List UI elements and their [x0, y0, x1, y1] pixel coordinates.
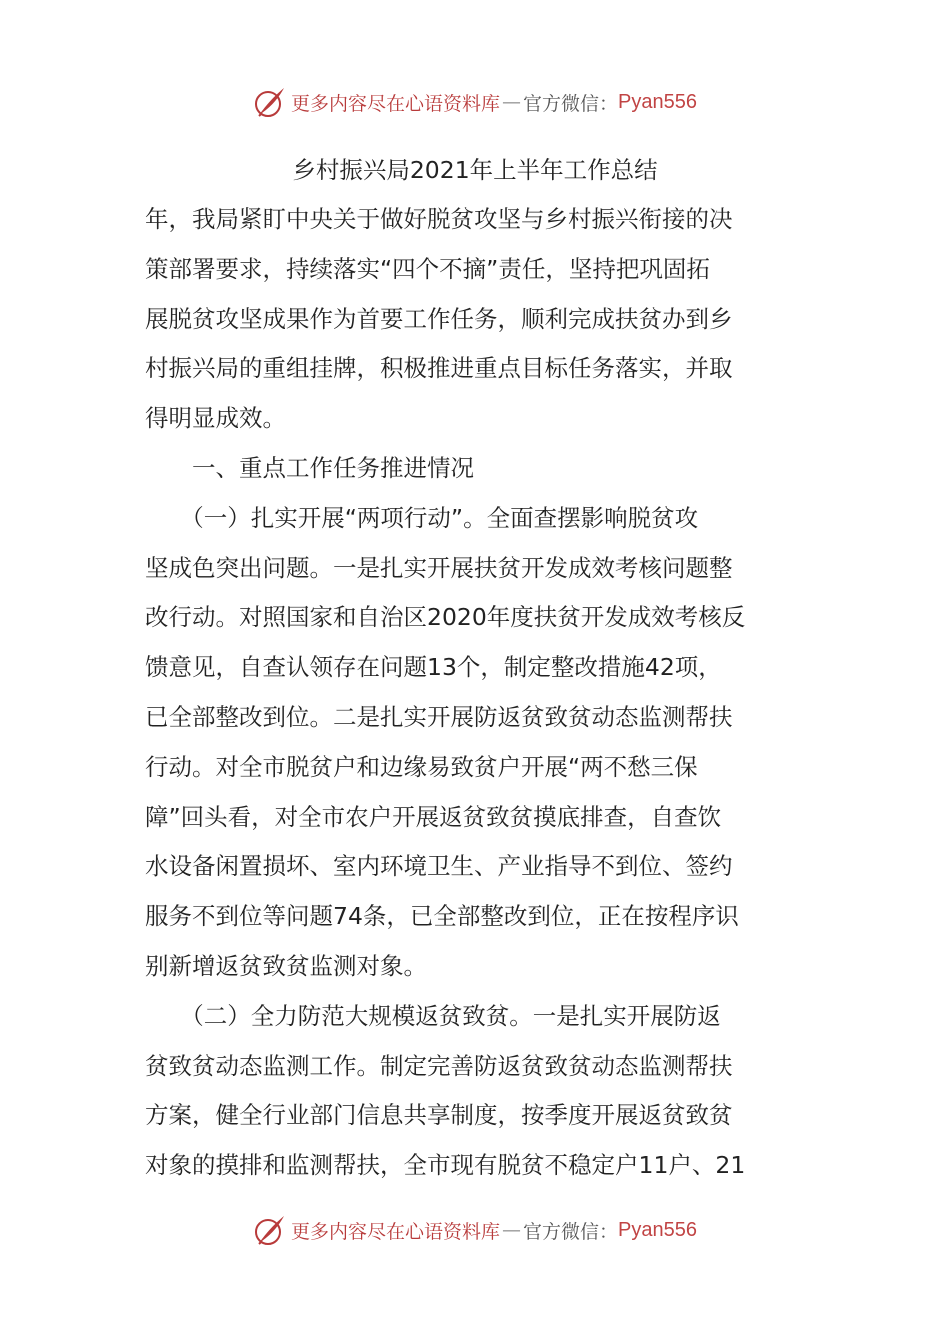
body-line: 坚成色突出问题。一是扎实开展扶贫开发成效考核问题整 — [145, 553, 733, 582]
document-title: 乡村振兴局2021年上半年工作总结 — [292, 156, 658, 184]
body-line: 别新增返贫致贫监测对象。 — [145, 951, 427, 980]
quill-logo-icon — [253, 85, 287, 119]
body-line: 改行动。对照国家和自治区2020年度扶贫开发成效考核反 — [145, 603, 746, 632]
body-line: 年，我局紧盯中央关于做好脱贫攻坚与乡村振兴衔接的决 — [145, 205, 733, 233]
body-line: 展脱贫攻坚成果作为首要工作任务，顺利完成扶贫办到乡 — [145, 304, 733, 333]
body-line: 行动。对全市脱贫户和边缘易致贫户开展“两不愁三保 — [145, 752, 698, 781]
banner-brand: 更多内容尽在心语资料库 — [291, 92, 501, 115]
quill-logo-icon — [253, 1213, 287, 1247]
body-line: 策部署要求，持续落实“四个不摘”责任，坚持把巩固拓 — [145, 254, 710, 283]
section-heading: 一、重点工作任务推进情况 — [145, 453, 474, 482]
body-line: 服务不到位等问题74条，已全部整改到位，正在按程序识 — [145, 902, 739, 931]
document-body — [145, 195, 807, 1191]
banner-dash: — — [502, 1219, 522, 1241]
body-line: 已全部整改到位。二是扎实开展防返贫致贫动态监测帮扶 — [145, 702, 733, 731]
header-banner — [0, 82, 950, 122]
banner-wechat-id: Pyan556 — [618, 90, 697, 113]
body-line: 贫致贫动态监测工作。制定完善防返贫致贫动态监测帮扶 — [145, 1051, 733, 1080]
body-line: 水设备闲置损坏、室内环境卫生、产业指导不到位、签约 — [145, 852, 733, 881]
banner-brand: 更多内容尽在心语资料库 — [291, 1220, 501, 1243]
footer-banner — [0, 1210, 950, 1250]
banner-dash: — — [502, 91, 522, 113]
body-line: 对象的摸排和监测帮扶，全市现有脱贫不稳定户11户、21 — [145, 1151, 746, 1180]
body-line: 方案，健全行业部门信息共享制度，按季度开展返贫致贫 — [145, 1101, 733, 1130]
banner-label: 官方微信： — [523, 92, 619, 115]
body-line: （二）全力防范大规模返贫致贫。一是扎实开展防返 — [145, 1001, 721, 1030]
body-line: 馈意见，自查认领存在问题13个，制定整改措施42项， — [145, 653, 722, 682]
body-line: 村振兴局的重组挂牌，积极推进重点目标任务落实，并取 — [145, 354, 733, 383]
body-line: （一）扎实开展“两项行动”。全面查摆影响脱贫攻 — [145, 503, 699, 532]
banner-wechat-id: Pyan556 — [618, 1218, 697, 1241]
body-line: 障”回头看，对全市农户开展返贫致贫摸底排查，自查饮 — [145, 802, 722, 831]
body-line: 得明显成效。 — [145, 404, 286, 433]
banner-label: 官方微信： — [523, 1220, 619, 1243]
